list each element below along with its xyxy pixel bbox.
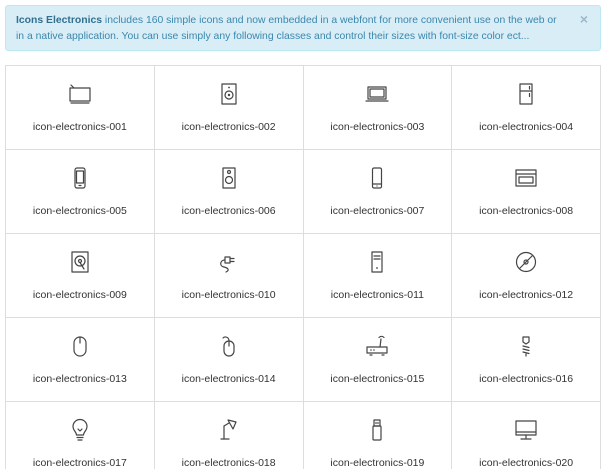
icon-label: icon-electronics-002 [181,121,276,133]
desk-lamp-icon [216,417,242,443]
mouse-icon [67,333,93,359]
icon-label: icon-electronics-012 [479,289,574,301]
icon-label: icon-electronics-010 [181,289,276,301]
icon-card[interactable] [304,234,453,318]
icon-label: icon-electronics-018 [181,457,276,469]
icon-label: icon-electronics-019 [330,457,425,469]
speaker-icon [216,81,242,107]
phone-icon [67,165,93,191]
pc-tower-icon [364,249,390,275]
icon-card[interactable] [6,402,155,469]
plug-icon [216,249,242,275]
icon-label: icon-electronics-006 [181,205,276,217]
icon-label: icon-electronics-004 [479,121,574,133]
icon-label: icon-electronics-007 [330,205,425,217]
router-icon [364,333,390,359]
lightbulb-icon [67,417,93,443]
icon-card[interactable] [452,318,601,402]
led-bulb-icon [513,333,539,359]
icon-card[interactable] [155,234,304,318]
icon-card[interactable] [155,66,304,150]
icon-card[interactable] [304,150,453,234]
icon-label: icon-electronics-016 [479,373,574,385]
icon-card[interactable] [452,150,601,234]
icon-card[interactable] [155,318,304,402]
icon-label: icon-electronics-005 [32,205,127,217]
wired-mouse-icon [216,333,242,359]
icon-label: icon-electronics-009 [32,289,127,301]
usb-drive-icon [364,417,390,443]
icon-card[interactable] [452,66,601,150]
close-icon[interactable]: × [579,11,588,27]
alert-message: includes 160 simple icons and now embedded in a webfont for more convenient use on the web or in a native application. You can use simply any following classes and control their sizes with font-size color ect... [16,15,557,42]
monitor-icon [513,417,539,443]
icon-card[interactable] [6,318,155,402]
disc-icon [513,249,539,275]
icon-card[interactable] [6,150,155,234]
icon-card[interactable] [6,234,155,318]
alert-title: Icons Electronics [16,15,103,26]
icon-label: icon-electronics-017 [32,457,127,469]
icon-label: icon-electronics-011 [330,289,424,301]
hard-drive-icon [67,249,93,275]
icon-label: icon-electronics-001 [32,121,127,133]
icon-card[interactable] [452,402,601,469]
icon-card[interactable] [304,402,453,469]
fridge-icon [513,81,539,107]
icon-label: icon-electronics-020 [479,457,574,469]
icon-label: icon-electronics-015 [330,373,425,385]
icon-label: icon-electronics-003 [330,121,425,133]
laptop-icon [364,81,390,107]
tall-speaker-icon [216,165,242,191]
icon-grid [5,65,601,469]
icon-card[interactable] [304,66,453,150]
tv-icon [67,81,93,107]
icon-label: icon-electronics-013 [32,373,127,385]
smartphone-icon [364,165,390,191]
icon-label: icon-electronics-014 [181,373,276,385]
icon-card[interactable] [6,66,155,150]
icon-card[interactable] [452,234,601,318]
info-alert [5,5,601,51]
icon-label: icon-electronics-008 [479,205,574,217]
icon-card[interactable] [304,318,453,402]
icon-card[interactable] [155,150,304,234]
icon-card[interactable] [155,402,304,469]
oven-icon [513,165,539,191]
